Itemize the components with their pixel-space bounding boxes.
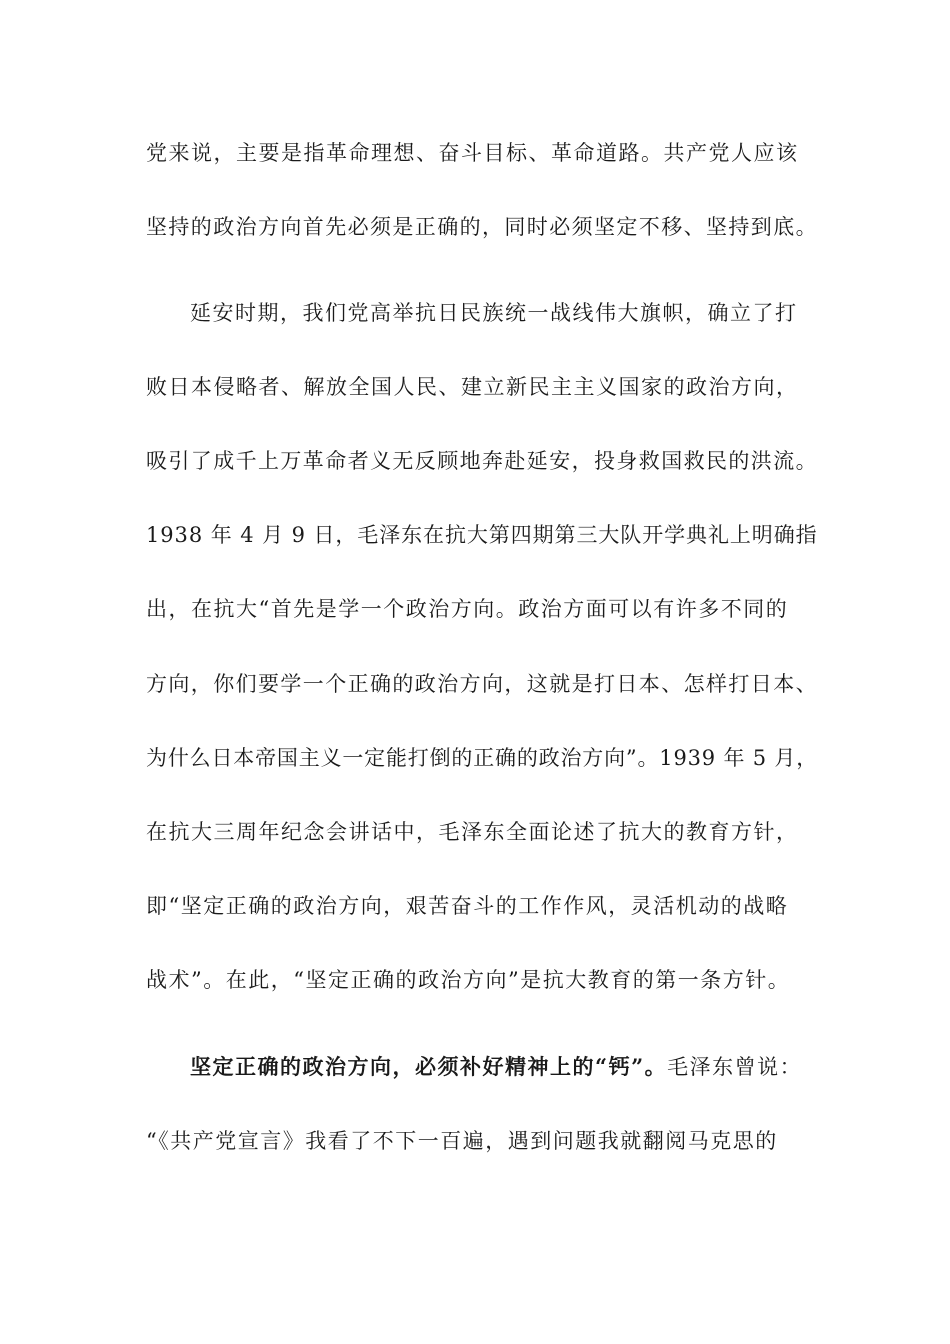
text-span: 毛泽东曾说： [667, 1055, 803, 1079]
text-line: 出，在抗大“首先是学一个政治方向。政治方面可以有许多不同的 [146, 597, 789, 621]
text-line: 为什么日本帝国主义一定能打倒的正确的政治方向”。1939 年 5 月， [146, 746, 819, 770]
text-line: 1938 年 4 月 9 日，毛泽东在抗大第四期第三大队开学典礼上明确指 [146, 523, 818, 547]
text-line: 战术”。在此，“坚定正确的政治方向”是抗大教育的第一条方针。 [146, 968, 791, 992]
text-line: 党来说，主要是指革命理想、奋斗目标、革命道路。共产党人应该 [146, 141, 799, 165]
text-line: 方向，你们要学一个正确的政治方向，这就是打日本、怎样打日本、 [146, 672, 818, 696]
text-line: 吸引了成千上万革命者义无反顾地奔赴延安，投身救国救民的洪流。 [146, 449, 818, 473]
text-line: 坚持的政治方向首先必须是正确的，同时必须坚定不移、坚持到底。 [146, 215, 818, 239]
text-line: 即“坚定正确的政治方向，艰苦奋斗的工作作风，灵活机动的战略 [146, 894, 789, 918]
text-line: “《共产党宣言》我看了不下一百遍，遇到问题我就翻阅马克思的 [146, 1129, 778, 1153]
text-line: 在抗大三周年纪念会讲话中，毛泽东全面论述了抗大的教育方针， [146, 820, 799, 844]
text-line: 败日本侵略者、解放全国人民、建立新民主主义国家的政治方向， [146, 375, 799, 399]
paragraph-start-line [190, 1052, 818, 1082]
bold-lead-sentence: 坚定正确的政治方向，必须补好精神上的“钙”。 [190, 1054, 668, 1079]
paragraph-start-line: 延安时期，我们党高举抗日民族统一战线伟大旗帜，确立了打 [190, 301, 798, 325]
